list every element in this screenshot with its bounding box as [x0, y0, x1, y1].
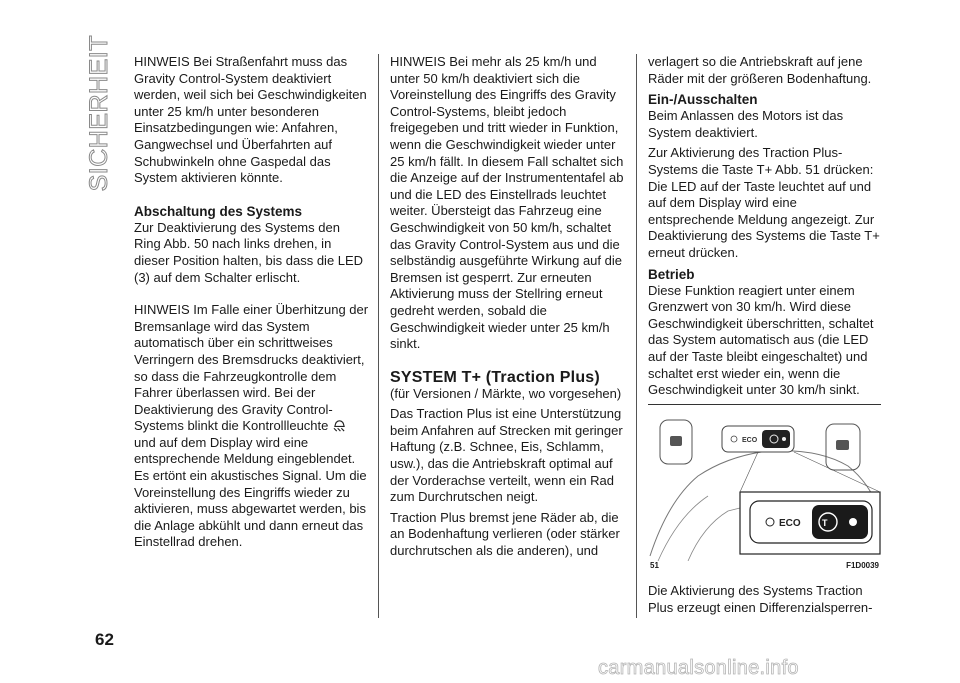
note-paragraph: HINWEIS Bei Straßenfahrt muss das Gravity Control-System deaktiviert werden, weil sich bei Geschwindigkeiten unter 25 km/h unter besonderen Einsatzbedingungen wie: Anfahren, Gangwechsel und Überfahrten auf Schubwinkeln ohne Gaspedal das System aktivieren könnte. [134, 54, 367, 186]
watermark: carmanualsonline.info [598, 657, 799, 679]
text-column-1 [134, 54, 369, 551]
text-column-2 [390, 54, 625, 560]
paragraph: verlagert so die Antriebskraft auf jene Räder mit der größeren Bodenhaftung. [648, 54, 872, 86]
heading-betrieb: Betrieb [648, 266, 695, 282]
traction-plus-button-illustration [648, 406, 881, 561]
note-paragraph-overheat [134, 302, 369, 551]
heading-ein-ausschalten: Ein-/Ausschalten [648, 92, 758, 108]
text-span: und auf dem Display wird eine entsprechende Meldung eingeblendet. Es ertönt ein akustisches Signal. Um die Voreinstellung des Eingriffs wieder zu aktivieren, muss abgewartet werden, bis die Anlage abkühlt und dann erneut das Einstellrad drehen. [134, 434, 367, 550]
figure-rule [648, 404, 881, 405]
paragraph: Diese Funktion reagiert unter einem Grenzwert von 30 km/h. Wird diese Geschwindigkeit überschritten, schaltet das System automatisch aus (die LED auf der Taste bleibt eingeschaltet) und schaltet erst wieder ein, wenn die Geschwindigkeit unter 30 km/h sinkt. [648, 282, 874, 398]
paragraph: Zur Deaktivierung des Systems den Ring Abb. 50 nach links drehen, in dieser Position halten, bis dass die LED (3) auf dem Schalter erlischt. [134, 219, 364, 285]
paragraph: Zur Aktivierung des Traction Plus-Systems die Taste T+ Abb. 51 drücken: Die LED auf der Taste leuchtet auf und auf dem Display wird eine entsprechende Meldung angezeigt. Zur Deaktivierung des Systems die Taste T+ erneut drücken. [648, 145, 880, 260]
versions-note: (für Versionen / Märkte, wo vorgesehen) [390, 385, 622, 401]
figure-51 [648, 404, 881, 574]
page-number: 62 [95, 630, 114, 649]
note-paragraph: HINWEIS Bei mehr als 25 km/h und unter 50 km/h deaktiviert sich die Voreinstellung des Eingriffs des Gravity Control-Systems, bleibt jedoch freigegeben und tritt wieder in Funktion, wenn die Geschwindigkeit wieder unter 25 km/h fällt. In diesem Fall schaltet sich die Anzeige auf der Instrumententafel ab und die LED des Einstellrads leuchtet weiter. Übersteigt das Fahrzeug eine Geschwindigkeit von 50 km/h, schaltet das Gravity Control-System aus und die selbständig ausgeführte Wirkung auf die Bremsen ist gesperrt. Zur erneuten Aktivierung muss der Stellring erneut gedreht werden, sobald die Geschwindigkeit wieder unter 25 km/h sinkt. [390, 54, 624, 352]
section-title-vertical [82, 34, 116, 192]
text-span: HINWEIS Im Falle einer Überhitzung der Bremsanlage wird das System automatisch über ein schrittweises Verringern des Bremsdrucks deaktiviert, so dass die Fahrzeugkontrolle dem Fahrer überlassen wird. Bei der Deaktivierung des Gravity Control-Systems blinkt die Kontrollleuchte [134, 302, 369, 434]
figure-number: 51 [650, 561, 659, 570]
text-column-3 [648, 54, 883, 399]
figure-code: F1D0039 [846, 561, 879, 570]
paragraph: Beim Anlassen des Motors ist das System deaktiviert. [648, 108, 844, 140]
warning-lamp-icon [332, 419, 347, 432]
paragraph: Das Traction Plus ist eine Unterstützung beim Anfahren auf Strecken mit geringer Haftung (z.B. Schnee, Eis, Schlamm, usw.), das die Antriebskraft optimal auf der Vorderachse verteilt, wenn ein Rad zum Durchrutschen neigt. [390, 406, 623, 505]
eco-label-small: ECO [742, 437, 758, 444]
eco-label: ECO [779, 518, 801, 529]
section-title-text: SICHERHEIT [84, 34, 113, 192]
text-column-3-tail [648, 583, 883, 616]
column-divider [636, 54, 637, 618]
svg-text:T: T [822, 518, 828, 528]
paragraph: Die Aktivierung des Systems Traction Plus erzeugt einen Differenzialsperren- [648, 583, 873, 615]
paragraph: Traction Plus bremst jene Räder ab, die an Bodenhaftung verlieren (oder stärker durchrutschen als die anderen), und [390, 509, 620, 559]
column-divider [378, 54, 379, 618]
heading-abschaltung: Abschaltung des Systems [134, 203, 303, 219]
section-heading-traction-plus: SYSTEM T+ (Traction Plus) [390, 368, 600, 386]
